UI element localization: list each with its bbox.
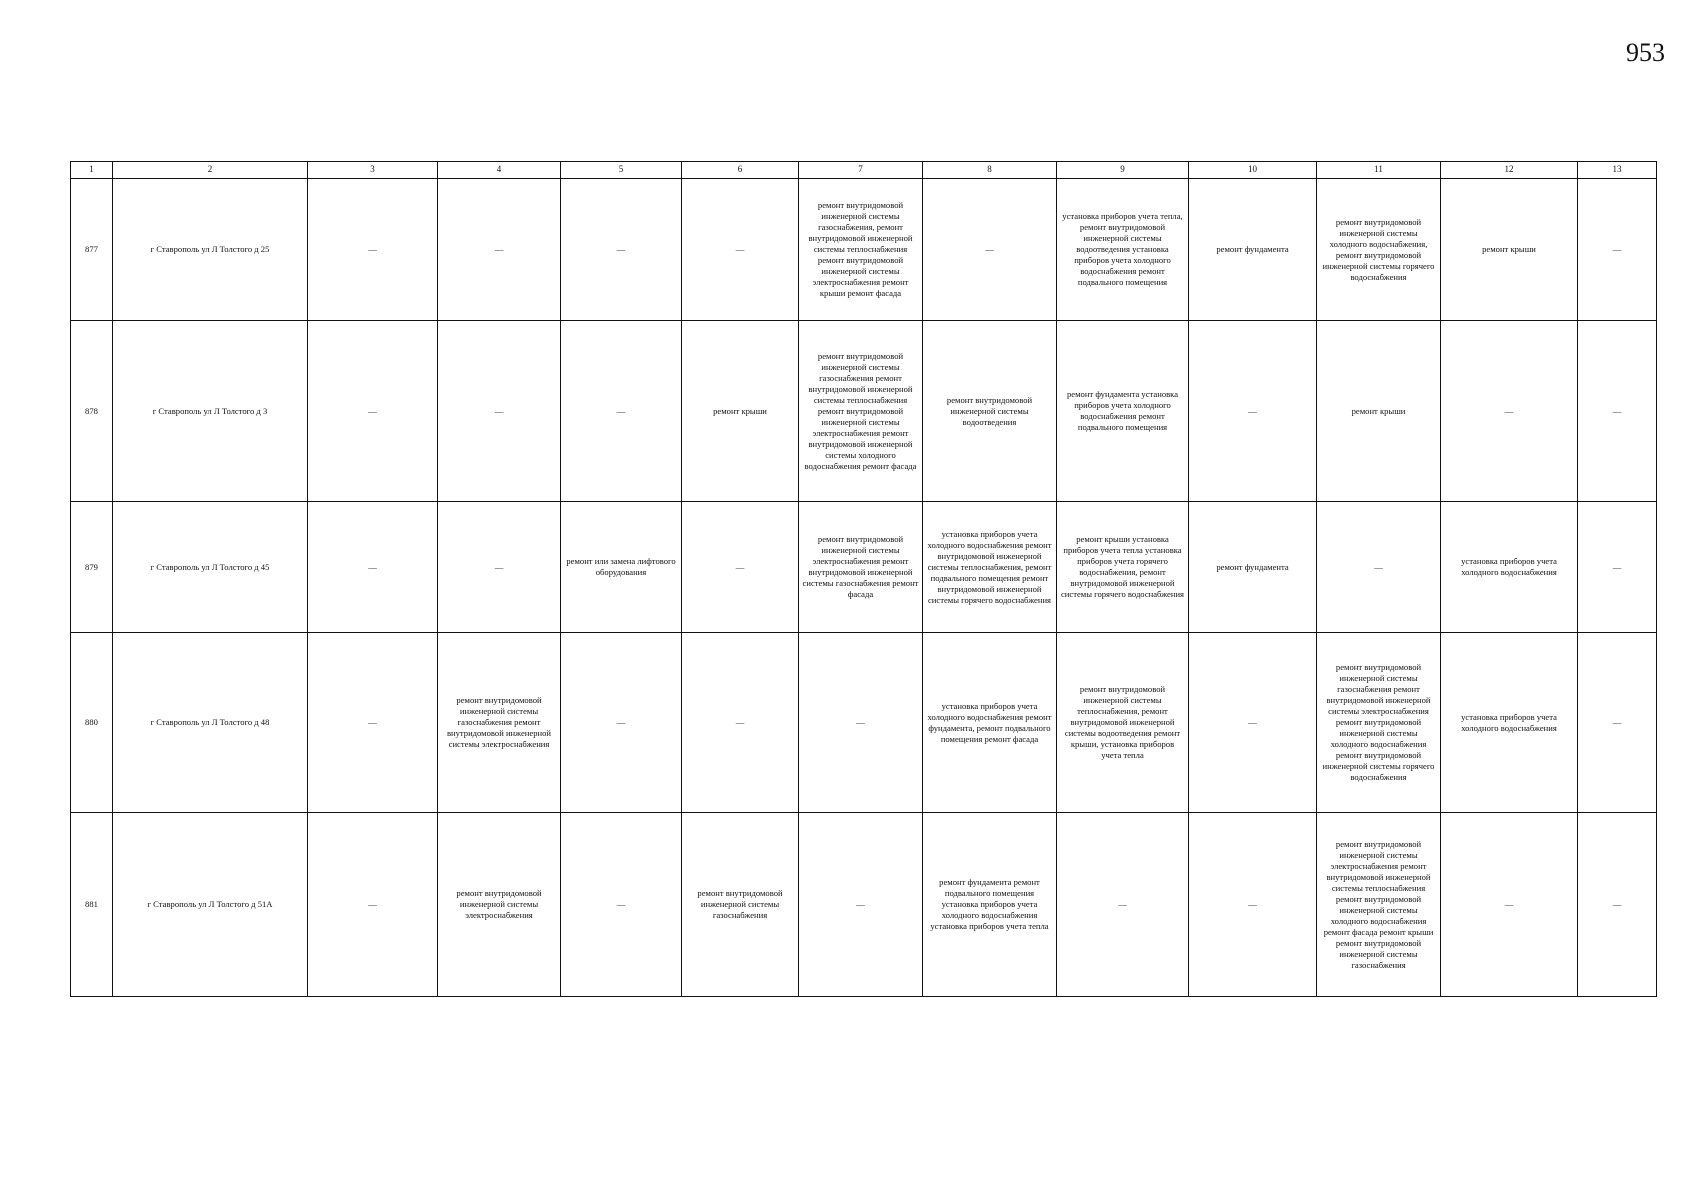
cell: — xyxy=(438,179,561,321)
address-cell: г Ставрополь ул Л Толстого д 25 xyxy=(113,179,308,321)
col-header: 12 xyxy=(1441,162,1578,179)
cell: ремонт внутридомовой инженерной системы газоснабжения ремонт внутридомовой инженерной системы электроснабжения ремонт внутридомовой инженерной системы холодного водоснабжения ремонт внутридомовой инженерной системы горячего водоснабжения xyxy=(1317,633,1441,813)
page-number: 953 xyxy=(1626,38,1665,67)
cell: ремонт внутридомовой инженерной системы водоотведения xyxy=(923,321,1057,502)
cell: установка приборов учета холодного водоснабжения xyxy=(1441,633,1578,813)
col-header: 4 xyxy=(438,162,561,179)
cell: ремонт крыши xyxy=(1317,321,1441,502)
cell: ремонт внутридомовой инженерной системы газоснабжения ремонт внутридомовой инженерной системы электроснабжения xyxy=(438,633,561,813)
cell: — xyxy=(1441,321,1578,502)
table-row xyxy=(71,502,1657,633)
address-cell: г Ставрополь ул Л Толстого д 48 xyxy=(113,633,308,813)
row-number: 880 xyxy=(71,633,113,813)
cell: — xyxy=(438,502,561,633)
cell: установка приборов учета холодного водоснабжения ремонт внутридомовой инженерной системы теплоснабжения, ремонт подвального помещения ремонт внутридомовой инженерной системы горячего водоснабжения xyxy=(923,502,1057,633)
cell: ремонт фундамента ремонт подвального помещения установка приборов учета холодного водоснабжения установка приборов учета тепла xyxy=(923,813,1057,997)
col-header: 9 xyxy=(1057,162,1189,179)
cell: ремонт крыши xyxy=(682,321,799,502)
col-header: 3 xyxy=(308,162,438,179)
cell: — xyxy=(799,813,923,997)
col-header: 1 xyxy=(71,162,113,179)
col-header: 8 xyxy=(923,162,1057,179)
cell: — xyxy=(308,813,438,997)
cell: ремонт внутридомовой инженерной системы электроснабжения ремонт внутридомовой инженерной системы теплоснабжения ремонт внутридомовой инженерной системы холодного водоснабжения ремонт фасада ремонт крыши ремонт внутридомовой инженерной системы газоснабжения xyxy=(1317,813,1441,997)
cell: ремонт фундамента установка приборов учета холодного водоснабжения ремонт подвального помещения xyxy=(1057,321,1189,502)
cell: ремонт внутридомовой инженерной системы электроснабжения xyxy=(438,813,561,997)
table-row xyxy=(71,633,1657,813)
col-header: 5 xyxy=(561,162,682,179)
cell: — xyxy=(1057,813,1189,997)
cell: — xyxy=(682,633,799,813)
col-header: 13 xyxy=(1578,162,1657,179)
cell: ремонт или замена лифтового оборудования xyxy=(561,502,682,633)
cell: ремонт внутридомовой инженерной системы газоснабжения, ремонт внутридомовой инженерной системы теплоснабжения ремонт внутридомовой инженерной системы электроснабжения ремонт крыши ремонт фасада xyxy=(799,179,923,321)
cell: — xyxy=(1189,813,1317,997)
cell: ремонт внутридомовой инженерной системы газоснабжения ремонт внутридомовой инженерной системы теплоснабжения ремонт внутридомовой инженерной системы электроснабжения ремонт внутридомовой инженерной системы холодного водоснабжения ремонт фасада xyxy=(799,321,923,502)
col-header: 2 xyxy=(113,162,308,179)
cell: — xyxy=(682,179,799,321)
cell: ремонт фундамента xyxy=(1189,502,1317,633)
address-cell: г Ставрополь ул Л Толстого д 51А xyxy=(113,813,308,997)
cell: установка приборов учета тепла, ремонт внутридомовой инженерной системы водоотведения установка приборов учета холодного водоснабжения ремонт подвального помещения xyxy=(1057,179,1189,321)
cell: ремонт внутридомовой инженерной системы газоснабжения xyxy=(682,813,799,997)
cell: — xyxy=(308,502,438,633)
cell: ремонт крыши xyxy=(1441,179,1578,321)
cell: установка приборов учета холодного водоснабжения ремонт фундамента, ремонт подвального помещения ремонт фасада xyxy=(923,633,1057,813)
cell: — xyxy=(682,502,799,633)
row-number: 877 xyxy=(71,179,113,321)
cell: — xyxy=(1578,179,1657,321)
cell: — xyxy=(1189,321,1317,502)
cell: ремонт внутридомовой инженерной системы электроснабжения ремонт внутридомовой инженерной системы газоснабжения ремонт фасада xyxy=(799,502,923,633)
col-header: 10 xyxy=(1189,162,1317,179)
cell: — xyxy=(1578,321,1657,502)
cell: — xyxy=(1317,502,1441,633)
cell: — xyxy=(561,633,682,813)
cell: ремонт крыши установка приборов учета тепла установка приборов учета горячего водоснабжения, ремонт внутридомовой инженерной системы горячего водоснабжения xyxy=(1057,502,1189,633)
address-cell: г Ставрополь ул Л Толстого д 3 xyxy=(113,321,308,502)
cell: — xyxy=(561,321,682,502)
row-number: 881 xyxy=(71,813,113,997)
cell: — xyxy=(308,179,438,321)
table-row xyxy=(71,179,1657,321)
cell: — xyxy=(308,321,438,502)
cell: ремонт внутридомовой инженерной системы холодного водоснабжения, ремонт внутридомовой инженерной системы горячего водоснабжения xyxy=(1317,179,1441,321)
cell: ремонт фундамента xyxy=(1189,179,1317,321)
cell: — xyxy=(799,633,923,813)
col-header: 11 xyxy=(1317,162,1441,179)
cell: ремонт внутридомовой инженерной системы теплоснабжения, ремонт внутридомовой инженерной системы водоотведения ремонт крыши, установка приборов учета тепла xyxy=(1057,633,1189,813)
cell: — xyxy=(1578,502,1657,633)
cell: — xyxy=(1578,813,1657,997)
cell: — xyxy=(561,813,682,997)
cell: — xyxy=(561,179,682,321)
table-row xyxy=(71,321,1657,502)
cell: — xyxy=(1578,633,1657,813)
col-header: 6 xyxy=(682,162,799,179)
address-cell: г Ставрополь ул Л Толстого д 45 xyxy=(113,502,308,633)
cell: — xyxy=(1441,813,1578,997)
cell: — xyxy=(923,179,1057,321)
cell: установка приборов учета холодного водоснабжения xyxy=(1441,502,1578,633)
cell: — xyxy=(1189,633,1317,813)
row-number: 879 xyxy=(71,502,113,633)
column-number-row xyxy=(71,162,1657,179)
row-number: 878 xyxy=(71,321,113,502)
col-header: 7 xyxy=(799,162,923,179)
cell: — xyxy=(308,633,438,813)
repair-schedule-table xyxy=(70,161,1657,997)
table-row xyxy=(71,813,1657,997)
cell: — xyxy=(438,321,561,502)
